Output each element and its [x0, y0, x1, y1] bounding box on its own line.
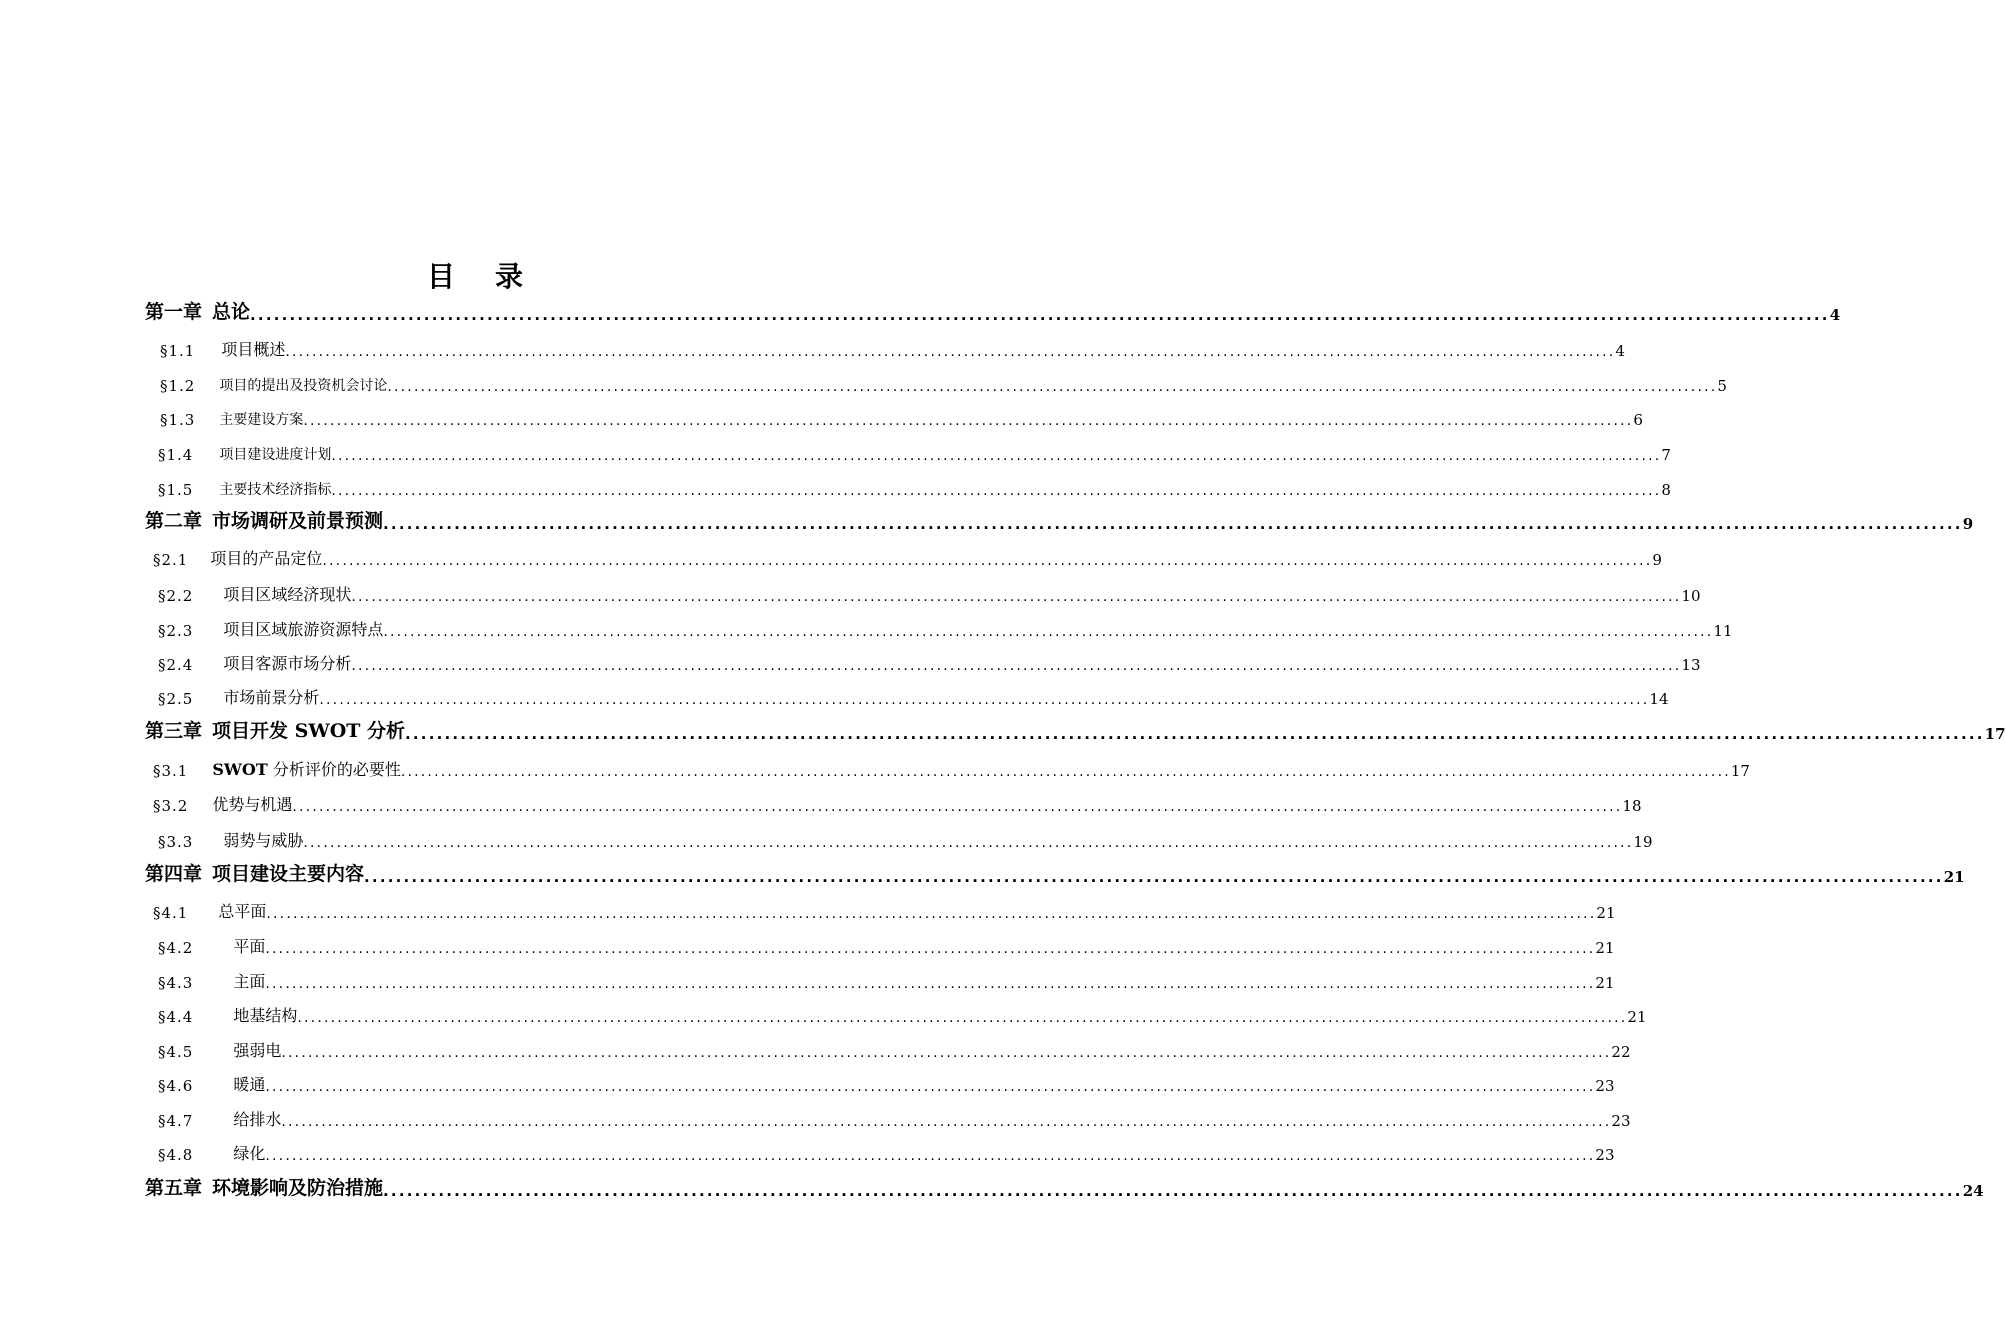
- toc-entry-label: 给排水: [233, 1110, 282, 1129]
- toc-title-char-2: 录: [495, 260, 524, 293]
- toc-leader-dots: ........................................................................................................................................................................................................: [383, 1182, 1963, 1200]
- toc-entry-number: §1.1: [160, 342, 196, 360]
- toc-entry-page: 4: [1615, 342, 1625, 360]
- toc-entry-page: 13: [1681, 656, 1701, 674]
- toc-entry-number: §2.5: [158, 690, 194, 708]
- toc-entry-chapter[interactable]: [145, 856, 1965, 886]
- toc-leader-dots: ........................................................................................................................................................................................................: [265, 941, 1596, 957]
- toc-leader-dots: ........................................................................................................................................................................................................: [266, 906, 1597, 922]
- toc-entry-section[interactable]: [153, 750, 1750, 780]
- toc-leader-dots: ........................................................................................................................................................................................................: [292, 799, 1623, 815]
- toc-leader-dots: ........................................................................................................................................................................................................: [405, 725, 1985, 743]
- toc-entry-number: §4.1: [153, 904, 189, 922]
- toc-entry-label: 项目的产品定位: [210, 549, 323, 568]
- toc-entry-page: 14: [1649, 690, 1669, 708]
- toc-entry-page: 11: [1713, 622, 1733, 640]
- toc-entry-number: §2.2: [158, 587, 194, 605]
- toc-leader-dots: ........................................................................................................................................................................................................: [351, 589, 1682, 605]
- toc-entry-label: 项目建设进度计划: [219, 447, 332, 463]
- toc-entry-section[interactable]: [160, 365, 1727, 395]
- toc-entry-label: 项目区域经济现状: [223, 585, 352, 604]
- toc-entry-section[interactable]: [158, 1031, 1631, 1061]
- toc-leader-dots: ........................................................................................................................................................................................................: [387, 379, 1718, 395]
- toc-entry-label: 地基结构: [233, 1006, 298, 1025]
- toc-leader-dots: ........................................................................................................................................................................................................: [265, 1079, 1596, 1095]
- toc-entry-label: 项目建设主要内容: [212, 863, 365, 885]
- toc-entry-number: §1.2: [160, 377, 196, 395]
- toc-entry-page: 21: [1596, 904, 1616, 922]
- toc-entry-section[interactable]: [158, 575, 1701, 605]
- toc-entry-label: 总论: [212, 301, 251, 323]
- toc-entry-label: 主要技术经济指标: [219, 482, 332, 498]
- toc-entry-label: 项目概述: [221, 340, 286, 359]
- toc-entry-page: 4: [1829, 306, 1841, 324]
- toc-entry-section[interactable]: [160, 330, 1625, 360]
- toc-entry-chapter[interactable]: [145, 1170, 1984, 1200]
- toc-leader-dots: ........................................................................................................................................................................................................: [250, 306, 1830, 324]
- toc-leader-dots: ........................................................................................................................................................................................................: [383, 515, 1963, 533]
- toc-entry-label: 绿化: [233, 1144, 266, 1163]
- toc-leader-dots: ........................................................................................................................................................................................................: [303, 413, 1634, 429]
- toc-entry-label: 主面: [233, 972, 266, 991]
- toc-entry-number: §4.5: [158, 1043, 194, 1061]
- toc-entry-section[interactable]: [158, 962, 1615, 992]
- toc-entry-section[interactable]: [158, 644, 1701, 674]
- toc-leader-dots: ........................................................................................................................................................................................................: [331, 483, 1662, 499]
- toc-entry-page: 21: [1595, 939, 1615, 957]
- toc-entry-section[interactable]: [158, 1134, 1615, 1164]
- toc-entry-section[interactable]: [158, 434, 1671, 464]
- toc-leader-dots: ........................................................................................................................................................................................................: [319, 692, 1650, 708]
- toc-entry-label: 弱势与威胁: [223, 831, 304, 850]
- toc-entry-label: 市场前景分析: [223, 688, 320, 707]
- toc-entry-label: 优势与机遇: [212, 795, 293, 814]
- toc-entry-label: 环境影响及防治措施: [212, 1177, 384, 1199]
- toc-entry-number: §4.6: [158, 1077, 194, 1095]
- toc-entry-number: §1.5: [158, 481, 194, 499]
- toc-entry-number: §4.2: [158, 939, 194, 957]
- toc-entry-page: 23: [1595, 1077, 1615, 1095]
- toc-entry-number: 第五章: [145, 1177, 203, 1199]
- toc-leader-dots: ........................................................................................................................................................................................................: [400, 764, 1731, 780]
- toc-entry-label: 项目的提出及投资机会讨论: [219, 378, 388, 394]
- toc-entry-label: SWOT 分析评价的必要性: [212, 760, 401, 779]
- toc-entry-section[interactable]: [158, 1065, 1615, 1095]
- toc-entry-chapter[interactable]: [145, 294, 1841, 324]
- toc-entry-number: §2.3: [158, 622, 194, 640]
- toc-entry-label: 项目客源市场分析: [223, 654, 352, 673]
- toc-entry-section[interactable]: [158, 1100, 1631, 1130]
- toc-entry-label: 暖通: [233, 1075, 266, 1094]
- toc-entry-page: 8: [1661, 481, 1671, 499]
- toc-leader-dots: ........................................................................................................................................................................................................: [303, 835, 1634, 851]
- toc-entry-page: 23: [1595, 1146, 1615, 1164]
- toc-entry-label: 市场调研及前景预测: [212, 510, 384, 532]
- toc-entry-section[interactable]: [153, 892, 1616, 922]
- toc-entry-page: 23: [1611, 1112, 1631, 1130]
- toc-entry-number: §2.1: [153, 551, 189, 569]
- toc-title-char-1: 目: [426, 260, 455, 293]
- toc-entry-page: 17: [1730, 762, 1750, 780]
- toc-entry-section[interactable]: [153, 785, 1642, 815]
- toc-entry-page: 24: [1962, 1182, 1984, 1200]
- toc-entry-page: 18: [1622, 797, 1642, 815]
- toc-entry-section[interactable]: [158, 927, 1615, 957]
- toc-entry-page: 21: [1595, 974, 1615, 992]
- toc-entry-page: 7: [1661, 446, 1671, 464]
- toc-entry-chapter[interactable]: [145, 503, 1974, 533]
- toc-entry-number: §3.3: [158, 833, 194, 851]
- toc-leader-dots: ........................................................................................................................................................................................................: [281, 1045, 1612, 1061]
- toc-entry-label: 项目区域旅游资源特点: [223, 620, 384, 639]
- toc-entry-section[interactable]: [158, 610, 1733, 640]
- toc-entry-page: 17: [1984, 725, 2006, 743]
- toc-entry-number: §3.1: [153, 762, 189, 780]
- toc-entry-page: 22: [1611, 1043, 1631, 1061]
- toc-entry-page: 21: [1943, 868, 1965, 886]
- toc-leader-dots: ........................................................................................................................................................................................................: [331, 448, 1662, 464]
- toc-entry-page: 9: [1962, 515, 1974, 533]
- toc-entry-section[interactable]: [153, 539, 1662, 569]
- toc-entry-label: 总平面: [218, 902, 267, 921]
- toc-entry-number: §3.2: [153, 797, 189, 815]
- toc-entry-section[interactable]: [158, 996, 1647, 1026]
- toc-entry-chapter[interactable]: [145, 713, 2006, 743]
- toc-entry-number: §1.3: [160, 411, 196, 429]
- toc-entry-number: 第二章: [145, 510, 203, 532]
- toc-entry-section[interactable]: [158, 821, 1653, 851]
- toc-entry-label: 强弱电: [233, 1041, 282, 1060]
- toc-entry-label: 项目开发 SWOT 分析: [212, 720, 405, 742]
- toc-entry-number: §4.4: [158, 1008, 194, 1026]
- toc-leader-dots: ........................................................................................................................................................................................................: [383, 624, 1714, 640]
- toc-entry-number: 第三章: [145, 720, 203, 742]
- toc-entry-number: §1.4: [158, 446, 194, 464]
- toc-entry-number: §4.3: [158, 974, 194, 992]
- toc-entry-page: 6: [1633, 411, 1643, 429]
- toc-leader-dots: ........................................................................................................................................................................................................: [297, 1010, 1628, 1026]
- toc-entry-page: 5: [1717, 377, 1727, 395]
- toc-entry-page: 9: [1652, 551, 1662, 569]
- toc-leader-dots: ........................................................................................................................................................................................................: [281, 1114, 1612, 1130]
- toc-entry-number: §4.7: [158, 1112, 194, 1130]
- toc-leader-dots: ........................................................................................................................................................................................................: [322, 553, 1653, 569]
- toc-entry-section[interactable]: [160, 399, 1643, 429]
- toc-entry-section[interactable]: [158, 678, 1669, 708]
- toc-title: [0, 255, 950, 295]
- toc-leader-dots: ........................................................................................................................................................................................................: [364, 868, 1944, 886]
- toc-entry-page: 10: [1681, 587, 1701, 605]
- toc-leader-dots: ........................................................................................................................................................................................................: [265, 1148, 1596, 1164]
- toc-entry-number: 第四章: [145, 863, 203, 885]
- toc-entry-number: §4.8: [158, 1146, 194, 1164]
- toc-entry-page: 21: [1627, 1008, 1647, 1026]
- toc-entry-section[interactable]: [158, 469, 1671, 499]
- toc-leader-dots: ........................................................................................................................................................................................................: [265, 976, 1596, 992]
- toc-entry-number: §2.4: [158, 656, 194, 674]
- toc-leader-dots: ........................................................................................................................................................................................................: [351, 658, 1682, 674]
- toc-entry-number: 第一章: [145, 301, 203, 323]
- toc-entry-label: 主要建设方案: [219, 412, 304, 428]
- toc-leader-dots: ........................................................................................................................................................................................................: [285, 344, 1616, 360]
- toc-entry-page: 19: [1633, 833, 1653, 851]
- toc-entry-label: 平面: [233, 937, 266, 956]
